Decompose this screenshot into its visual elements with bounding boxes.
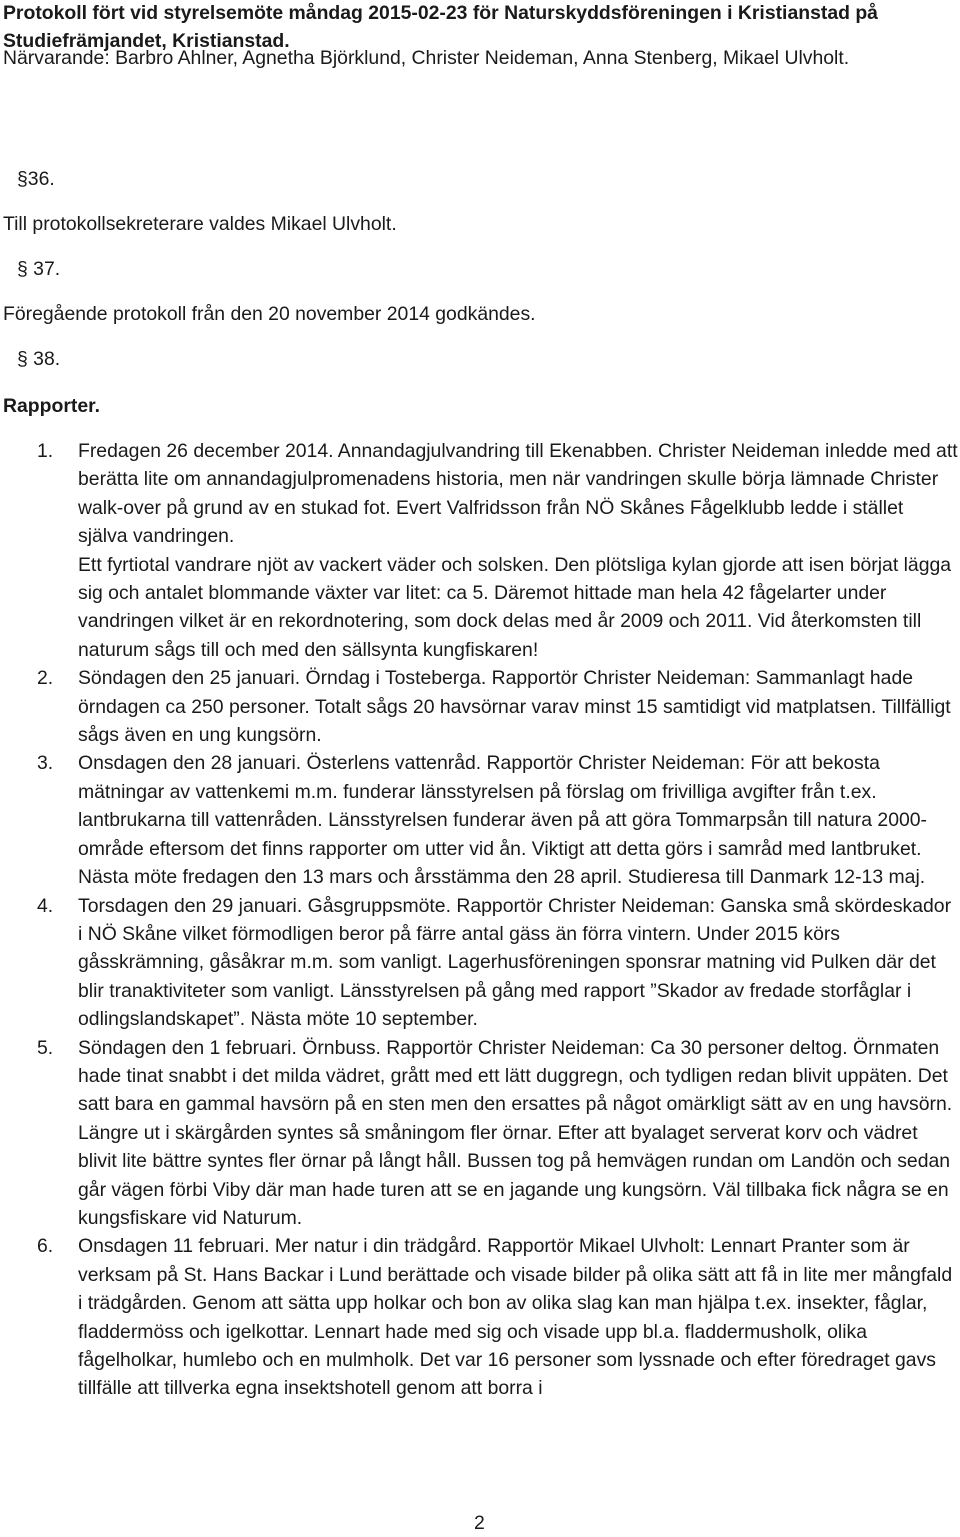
list-item-number: 5. bbox=[37, 1036, 54, 1059]
list-item-number: 1. bbox=[37, 440, 54, 462]
section-36-text: Till protokollsekreterare valdes Mikael Ulvholt. bbox=[3, 213, 397, 235]
list-item-text: Söndagen den 1 februari. Örnbuss. Rapportör Christer Neideman: Ca 30 personer deltog. Örnmaten hade tinat snabbt i det milda vädret, grått med ett lätt duggregn, och tydligen redan blivit uppäten. Det satt bara en gammal havsörn på en sten men den ersattes på något omärkligt sätt av en ung havsörn. Längre ut i skärgården syntes så småningom fler örnar. Efter att byalaget serverat korv och vädret blivit lite bättre syntes fler örnar på långt håll. Bussen tog på hemvägen rundan om Landön och sedan går vägen förbi Viby där man hade turen att se en jagande ung kungsörn. Väl tillbaka fick några se en kungsfiskare vid Naturum. bbox=[78, 1036, 953, 1229]
section-36-heading: §36. bbox=[17, 168, 55, 190]
document-title: Protokoll fört vid styrelsemöte måndag 2015-02-23 för Naturskyddsföreningen i Kristianstad på Studiefrämjandet, Kristianstad. bbox=[3, 2, 878, 52]
list-item-number: 2. bbox=[37, 667, 54, 690]
attendance-line: Närvarande: Barbro Ahlner, Agnetha Björklund, Christer Neideman, Anna Stenberg, Mikael Ulvholt. bbox=[3, 47, 850, 69]
list-item-number: 6. bbox=[37, 1235, 54, 1258]
reports-list bbox=[3, 437, 958, 1403]
list-item-number: 4. bbox=[37, 894, 54, 917]
list-item-text: Onsdagen 11 februari. Mer natur i din trädgård. Rapportör Mikael Ulvholt: Lennart Pranter som är verksam på St. Hans Backar i Lund berättade och visade bilder på olika sätt att få in lite mer mångfald i trädgården. Genom att sätta upp holkar och bon av olika slag kan man hjälpa t.ex. insekter, fåglar, fladdermöss och igelkottar. Lennart hade med sig och visade upp bl.a. fladdermusholk, olika fågelholkar, humlebo och en mulmholk. Det var 16 personer som lyssnade och efter föredraget gavs tillfälle att tillverka egna insektshotell genom att borra i bbox=[78, 1235, 953, 1400]
section-38-heading: § 38. bbox=[17, 348, 61, 370]
list-item bbox=[3, 664, 958, 749]
page-number: 2 bbox=[474, 1512, 485, 1534]
section-37-text: Föregående protokoll från den 20 november 2014 godkändes. bbox=[3, 303, 536, 325]
list-item-number: 3. bbox=[37, 752, 54, 775]
section-37-heading: § 37. bbox=[17, 258, 61, 280]
list-item bbox=[3, 1034, 958, 1233]
list-item-text-continued: Ett fyrtiotal vandrare njöt av vackert väder och solsken. Den plötsliga kylan gjorde att isen börjat lägga sig och antalet blommande växter var litet: ca 5. Däremot hittade man hela 42 fågelarter under vandringen vilket är en rekordnotering, som dock delas med år 2009 och 2011. Vid återkomsten till naturum sågs till och med den sällsynta kungfiskaren! bbox=[78, 553, 952, 661]
reports-heading: Rapporter. bbox=[3, 395, 100, 417]
list-item-text: Fredagen 26 december 2014. Annandagjulvandring till Ekenabben. Christer Neideman inledde med att berätta lite om annandagjulpromenadens historia, men när vandringen skulle börja lämnade Christer walk-over på grund av en stukad fot. Evert Valfridsson från NÖ Skånes Fågelklubb ledde i stället själva vandringen. bbox=[78, 440, 958, 548]
list-item-text: Onsdagen den 28 januari. Österlens vattenråd. Rapportör Christer Neideman: För att bekosta mätningar av vattenkemi m.m. funderar länsstyrelsen på förslag om frivilliga avgifter från t.ex. lantbrukarna till vattenråden. Länsstyrelsen funderar även på att göra Tommarpsån till natura 2000-område eftersom det finns rapporter om utter vid ån. Viktigt att detta görs i samråd med lantbruket. Nästa möte fredagen den 13 mars och årsstämma den 28 april. Studieresa till Danmark 12-13 maj. bbox=[78, 752, 928, 889]
list-item bbox=[3, 1232, 958, 1402]
list-item bbox=[3, 749, 958, 891]
list-item-text: Söndagen den 25 januari. Örndag i Tosteberga. Rapportör Christer Neideman: Sammanlagt hade örndagen ca 250 personer. Totalt sågs 20 havsörnar varav minst 15 samtidigt vid matplatsen. Tillfälligt sågs även en ung kungsörn. bbox=[78, 667, 951, 747]
list-item-text: Torsdagen den 29 januari. Gåsgruppsmöte. Rapportör Christer Neideman: Ganska små skördeskador i NÖ Skåne vilket förmodligen beror på färre antal gäss än förra vintern. Under 2015 körs gåsskrämning, gåsåkrar m.m. som vanligt. Lagerhusföreningen sponsrar matning vid Pulken där det blir tranaktiviteter som vanligt. Länsstyrelsen på gång med rapport ”Skador av fredade storfåglar i odlingslandskapet”. Nästa möte 10 september. bbox=[78, 894, 952, 1031]
list-item bbox=[3, 437, 958, 664]
list-item bbox=[3, 892, 958, 1034]
